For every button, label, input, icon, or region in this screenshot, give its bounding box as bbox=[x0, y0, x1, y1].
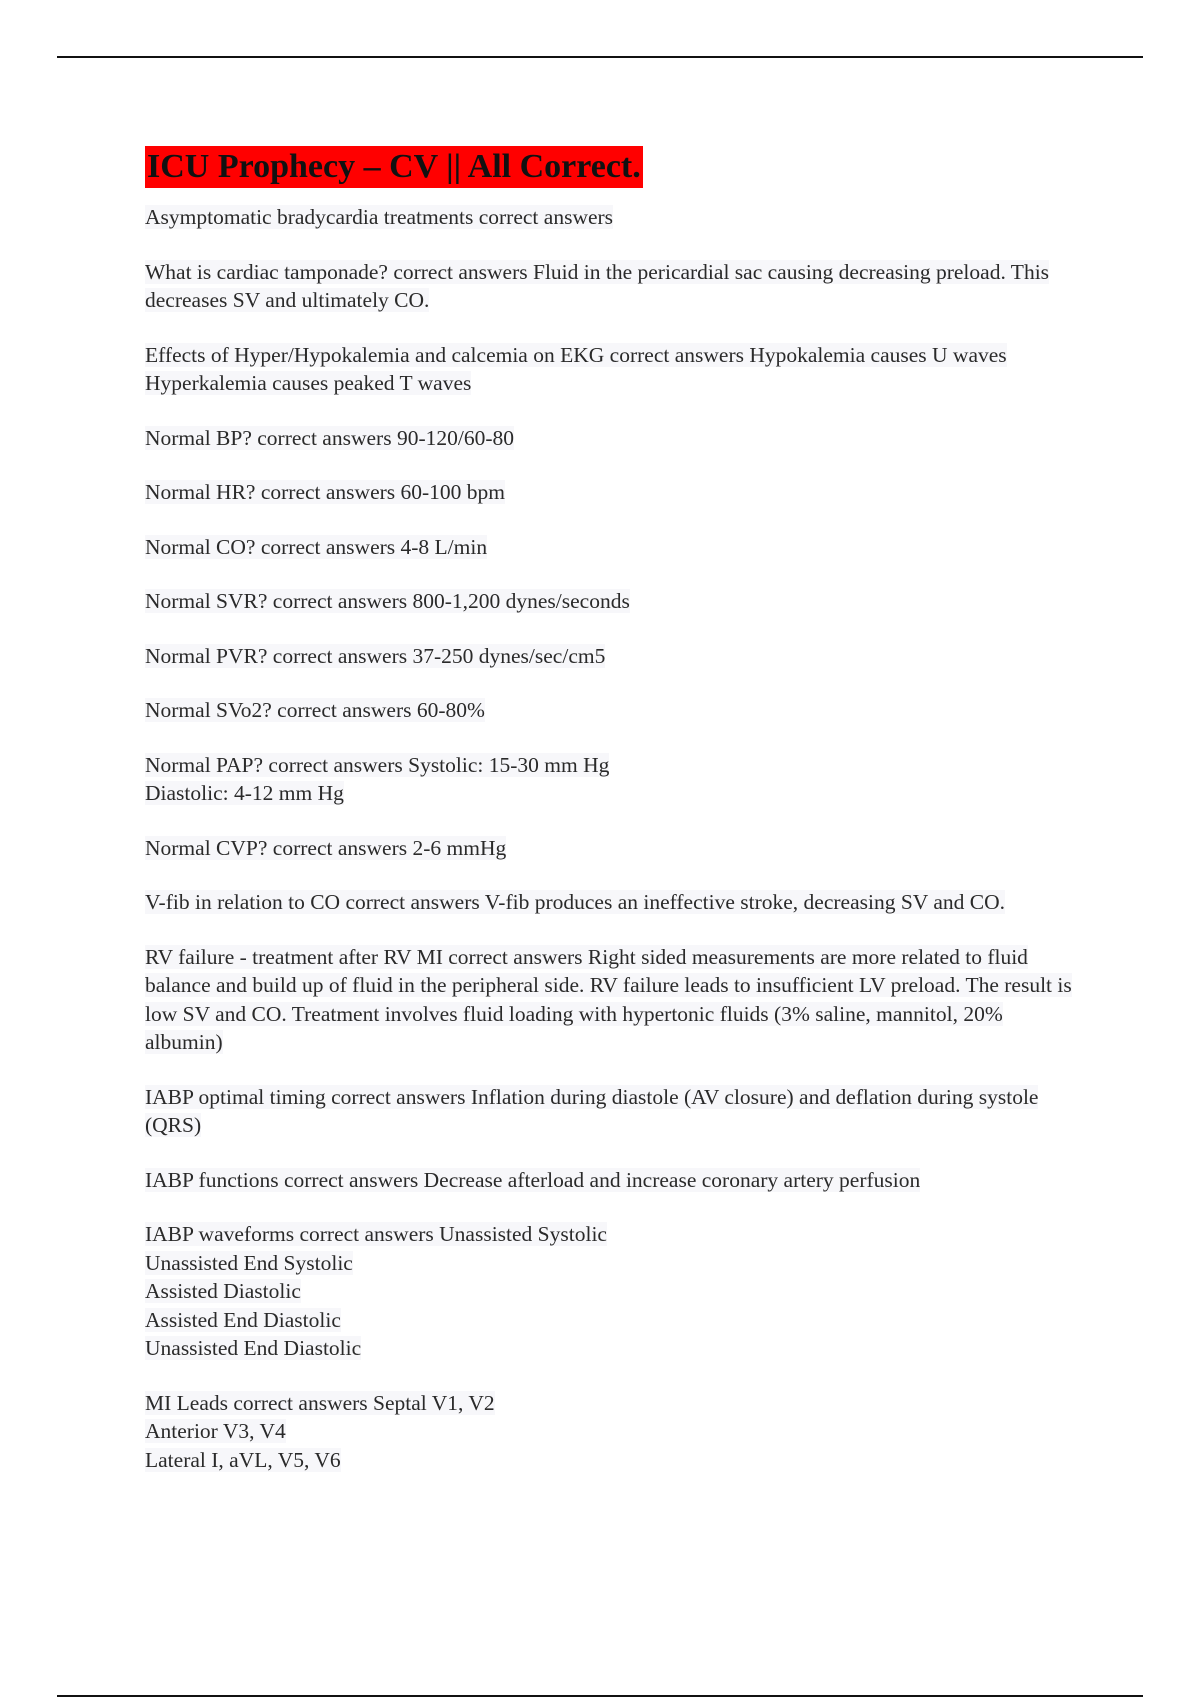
page-top-rule bbox=[57, 56, 1143, 58]
qa-item: Normal HR? correct answers 60-100 bpm bbox=[145, 480, 506, 504]
qa-item: What is cardiac tamponade? correct answers Fluid in the pericardial sac causing decreasing preload. This decreases SV and ultimately CO. bbox=[145, 259, 1050, 312]
qa-item: Normal CO? correct answers 4-8 L/min bbox=[145, 534, 488, 559]
qa-item: IABP functions correct answers Decrease afterload and increase coronary artery perfusion bbox=[145, 1167, 921, 1192]
page-bottom-rule bbox=[57, 1695, 1143, 1697]
document-body bbox=[145, 146, 1075, 1500]
qa-item: Effects of Hyper/Hypokalemia and calcemia on EKG correct answers Hypokalemia causes U waves Hyperkalemia causes peaked T waves bbox=[145, 342, 1007, 395]
qa-item: IABP waveforms correct answers Unassisted Systolic Unassisted End Systolic Assisted Diastolic Assisted End Diastolic Unassisted End Diastolic bbox=[145, 1222, 607, 1360]
document-title: ICU Prophecy – CV || All Correct. bbox=[145, 146, 643, 188]
qa-item: Normal SVR? correct answers 800-1,200 dynes/seconds bbox=[145, 589, 630, 613]
qa-item: Normal PVR? correct answers 37-250 dynes/sec/cm5 bbox=[145, 643, 606, 668]
qa-item: Normal PAP? correct answers Systolic: 15-30 mm Hg Diastolic: 4-12 mm Hg bbox=[145, 752, 610, 805]
qa-item: Normal SVo2? correct answers 60-80% bbox=[145, 698, 485, 722]
qa-item: IABP optimal timing correct answers Inflation during diastole (AV closure) and deflation during systole (QRS) bbox=[145, 1084, 1039, 1137]
qa-item: MI Leads correct answers Septal V1, V2 Anterior V3, V4 Lateral I, aVL, V5, V6 bbox=[145, 1390, 495, 1472]
qa-item: Asymptomatic bradycardia treatments correct answers bbox=[145, 205, 614, 229]
qa-item: RV failure - treatment after RV MI correct answers Right sided measurements are more related to fluid balance and build up of fluid in the peripheral side. RV failure leads to insufficient LV preload. The result is low SV and CO. Treatment involves fluid loading with hypertonic fluids (3% saline, mannitol, 20% albumin) bbox=[145, 944, 1072, 1054]
qa-item: V-fib in relation to CO correct answers V-fib produces an ineffective stroke, decreasing SV and CO. bbox=[145, 890, 1005, 914]
qa-item: Normal BP? correct answers 90-120/60-80 bbox=[145, 425, 514, 450]
qa-item: Normal CVP? correct answers 2-6 mmHg bbox=[145, 835, 507, 860]
